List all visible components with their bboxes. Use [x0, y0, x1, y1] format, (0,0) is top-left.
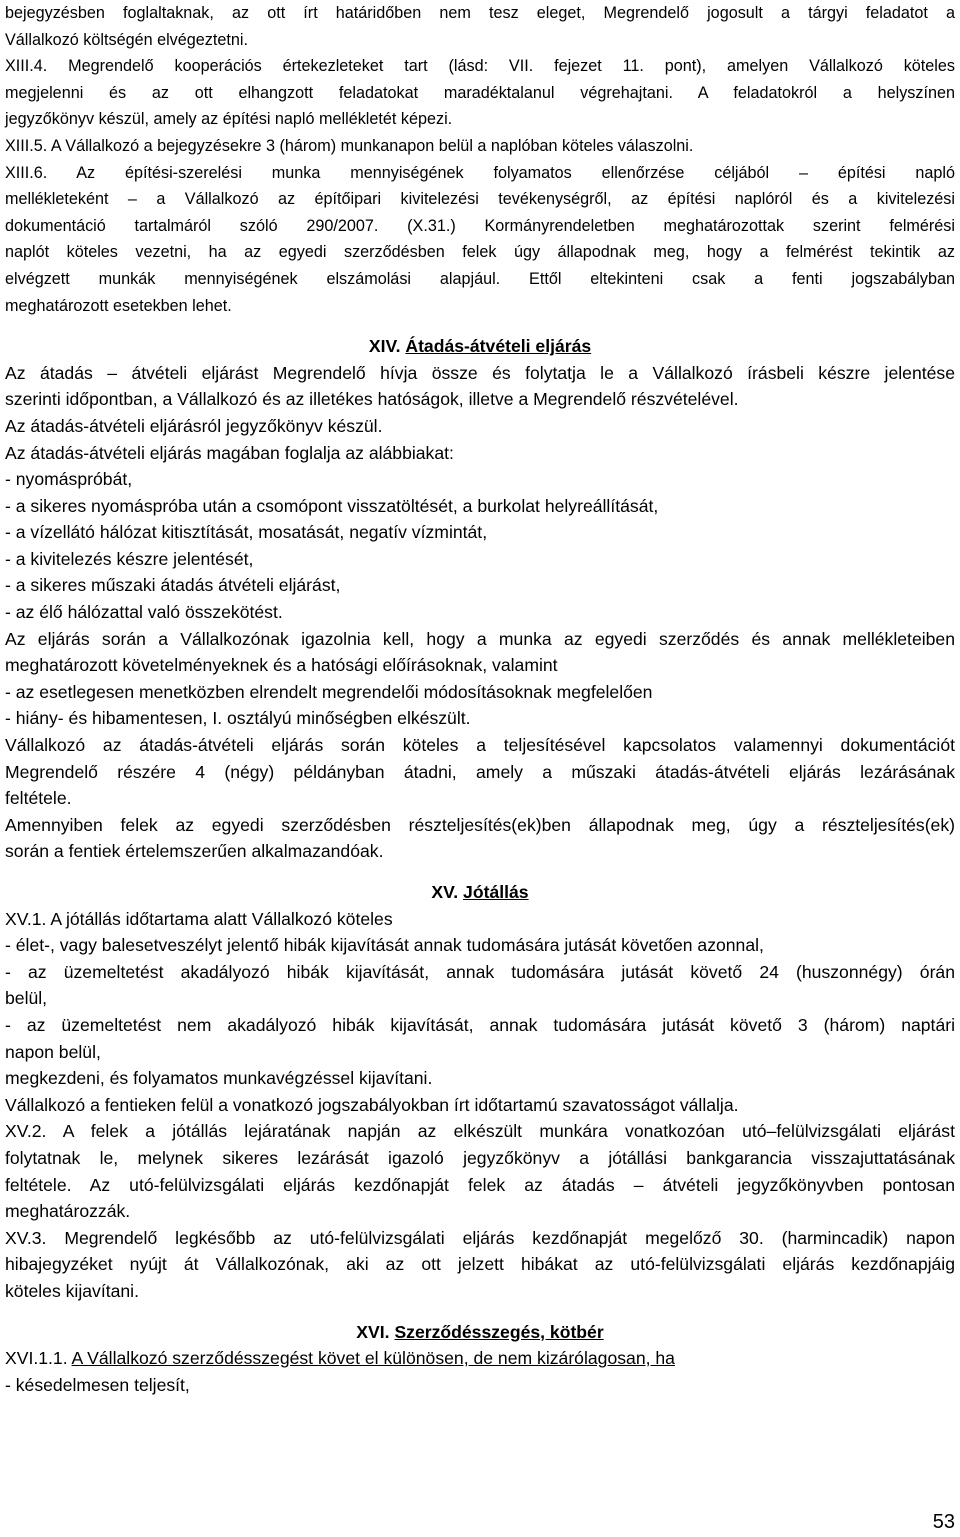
- section-title: Átadás-átvételi eljárás: [405, 336, 592, 357]
- section-title: Jótállás: [463, 882, 529, 902]
- list-item: - hiány- és hibamentesen, I. osztályú minőségben elkészült.: [5, 708, 471, 729]
- paragraph-line: köteles kijavítani.: [5, 1280, 139, 1301]
- page-number: 53: [932, 1511, 955, 1533]
- paragraph-line: Amennyiben felek az egyedi szerződésben részteljesítés(ek)ben állapodnak meg, úgy a részteljesítés(ek): [5, 814, 955, 835]
- paragraph-line: naplót köteles vezetni, ha az egyedi szerződésben felek úgy állapodnak meg, hogy a felmérést tekintik az: [5, 243, 955, 262]
- paragraph-line: során a fentiek értelemszerűen alkalmazandóak.: [5, 841, 384, 862]
- paragraph-line: meghatározott esetekben lehet.: [5, 296, 232, 315]
- paragraph-line: feltétele. Az utó-felülvizsgálati eljárás kezdőnapját felek az átadás – átvételi jegyzőkönyvben pontosan: [5, 1174, 955, 1195]
- list-item: - az üzemeltetést akadályozó hibák kijavítását, annak tudomására jutását követő 24 (huszonnégy) órán: [5, 961, 955, 982]
- clause-text: A Vállalkozó szerződésszegést követ el különösen, de nem kizárólagosan, ha: [71, 1348, 675, 1369]
- list-item: - nyomáspróbát,: [5, 469, 133, 490]
- section-xvi-heading: [5, 1319, 955, 1346]
- paragraph-line: Vállalkozó költségén elvégeztetni.: [5, 30, 248, 49]
- paragraph-line: XV.2. A felek a jótállás lejáratának napján az elkészült munkára vonatkozóan utó–felülvizsgálati eljárást: [5, 1121, 955, 1142]
- paragraph-line: jegyzőkönyv készül, amely az építési napló mellékletét képezi.: [5, 110, 453, 129]
- paragraph-line: feltétele.: [5, 788, 72, 809]
- list-item: - az esetlegesen menetközben elrendelt megrendelői módosításoknak megfelelően: [5, 681, 653, 702]
- list-item: - a sikeres műszaki átadás átvételi eljárást,: [5, 575, 341, 596]
- paragraph-line: Megrendelő részére 4 (négy) példányban átadni, amely a műszaki átadás-átvételi eljárás lezárásának: [5, 761, 955, 782]
- paragraph-line: elvégzett munkák mennyiségének elszámolási alapjául. Ettől eltekinteni csak a fenti jogszabályban: [5, 269, 955, 288]
- paragraph-line: Az átadás-átvételi eljárásról jegyzőkönyv készül.: [5, 415, 383, 436]
- section-xiii-tail: [5, 0, 955, 319]
- list-item: - élet-, vagy balesetveszélyt jelentő hibák kijavítását annak tudomására jutását követően azonnal,: [5, 935, 764, 956]
- paragraph-line: belül,: [5, 988, 48, 1009]
- paragraph-line: XV.1. A jótállás időtartama alatt Vállalkozó köteles: [5, 908, 393, 929]
- clause-number: XVI.1.1.: [5, 1348, 68, 1369]
- paragraph-line: Vállalkozó az átadás-átvételi eljárás során köteles a teljesítésével kapcsolatos valamennyi dokumentációt: [5, 735, 955, 756]
- paragraph-line: Az átadás – átvételi eljárást Megrendelő hívja össze és folytatja le a Vállalkozó írásbeli készre jelentése: [5, 362, 955, 383]
- paragraph-line: napon belül,: [5, 1041, 101, 1062]
- paragraph-line: Vállalkozó a fentieken felül a vonatkozó jogszabályokban írt időtartamú szavatosságot vállalja.: [5, 1094, 739, 1115]
- paragraph-line: mellékleteként – a Vállalkozó az építőipari kivitelezési tevékenységről, az építési naplóról és a kivitelezési: [5, 190, 955, 209]
- section-number: XV.: [431, 882, 459, 902]
- list-item: - a vízellátó hálózat kitisztítását, mosatását, negatív vízmintát,: [5, 522, 488, 543]
- paragraph-line: megkezdeni, és folyamatos munkavégzéssel kijavítani.: [5, 1068, 433, 1089]
- paragraph-line: XIII.6. Az építési-szerelési munka mennyiségének folyamatos ellenőrzése céljából – építési napló: [5, 163, 955, 182]
- paragraph-line: meghatározott követelményeknek és a hatósági előírásoknak, valamint: [5, 655, 558, 676]
- paragraph-line: hibajegyzéket nyújt át Vállalkozónak, aki az ott jelzett hibákat az utó-felülvizsgálati eljárás kezdőnapjáig: [5, 1254, 955, 1275]
- section-xv-heading: [5, 879, 955, 906]
- section-title: Szerződésszegés, kötbér: [394, 1321, 604, 1342]
- section-number: XVI.: [356, 1321, 390, 1342]
- paragraph-line: folytatnak le, melynek sikeres lezárását igazoló jegyzőkönyv a jótállási bankgarancia visszajuttatásának: [5, 1147, 955, 1168]
- paragraph-line: XIII.5. A Vállalkozó a bejegyzésekre 3 (három) munkanapon belül a naplóban köteles válaszolni.: [5, 136, 694, 155]
- paragraph-line: Az eljárás során a Vállalkozónak igazolnia kell, hogy a munka az egyedi szerződés és annak mellékleteiben: [5, 628, 955, 649]
- section-spacer: [5, 865, 955, 879]
- section-spacer: [5, 319, 955, 333]
- section-xiv-body: [5, 360, 955, 865]
- section-xv-body: [5, 906, 955, 1305]
- section-xvi-body: [5, 1345, 955, 1398]
- list-item: - a sikeres nyomáspróba után a csomópont visszatöltését, a burkolat helyreállítását,: [5, 495, 659, 516]
- section-number: XIV.: [368, 336, 401, 357]
- paragraph-line: szerinti időpontban, a Vállalkozó és az illetékes hatóságok, illetve a Megrendelő részvételével.: [5, 389, 739, 410]
- paragraph-line: XV.3. Megrendelő legkésőbb az utó-felülvizsgálati eljárás kezdőnapját megelőző 30. (harmincadik) napon: [5, 1227, 955, 1248]
- paragraph-line: XIII.4. Megrendelő kooperációs értekezleteket tart (lásd: VII. fejezet 11. pont), amelyen Vállalkozó köteles: [5, 57, 955, 76]
- paragraph-line: megjelenni és az ott elhangzott feladatokat maradéktalanul végrehajtani. A feladatokról a helyszínen: [5, 83, 955, 102]
- document-page: [5, 0, 955, 1398]
- section-xiv-heading: [5, 333, 955, 360]
- paragraph-line: bejegyzésben foglaltaknak, az ott írt határidőben nem tesz eleget, Megrendelő jogosult a tárgyi feladatot a: [5, 4, 955, 22]
- paragraph-line: Az átadás-átvételi eljárás magában foglalja az alábbiakat:: [5, 442, 454, 463]
- list-item: - késedelmesen teljesít,: [5, 1374, 190, 1395]
- paragraph-line: meghatározzák.: [5, 1201, 131, 1222]
- list-item: - az üzemeltetést nem akadályozó hibák kijavítását, annak tudomására jutását követő 3 (három) naptári: [5, 1014, 955, 1035]
- paragraph-line: dokumentáció tartalmáról szóló 290/2007. (X.31.) Kormányrendeletben meghatározottak szerint felmérési: [5, 216, 955, 235]
- list-item: - az élő hálózattal való összekötést.: [5, 602, 283, 623]
- list-item: - a kivitelezés készre jelentését,: [5, 548, 254, 569]
- clause-line: [5, 1345, 955, 1372]
- section-spacer: [5, 1305, 955, 1319]
